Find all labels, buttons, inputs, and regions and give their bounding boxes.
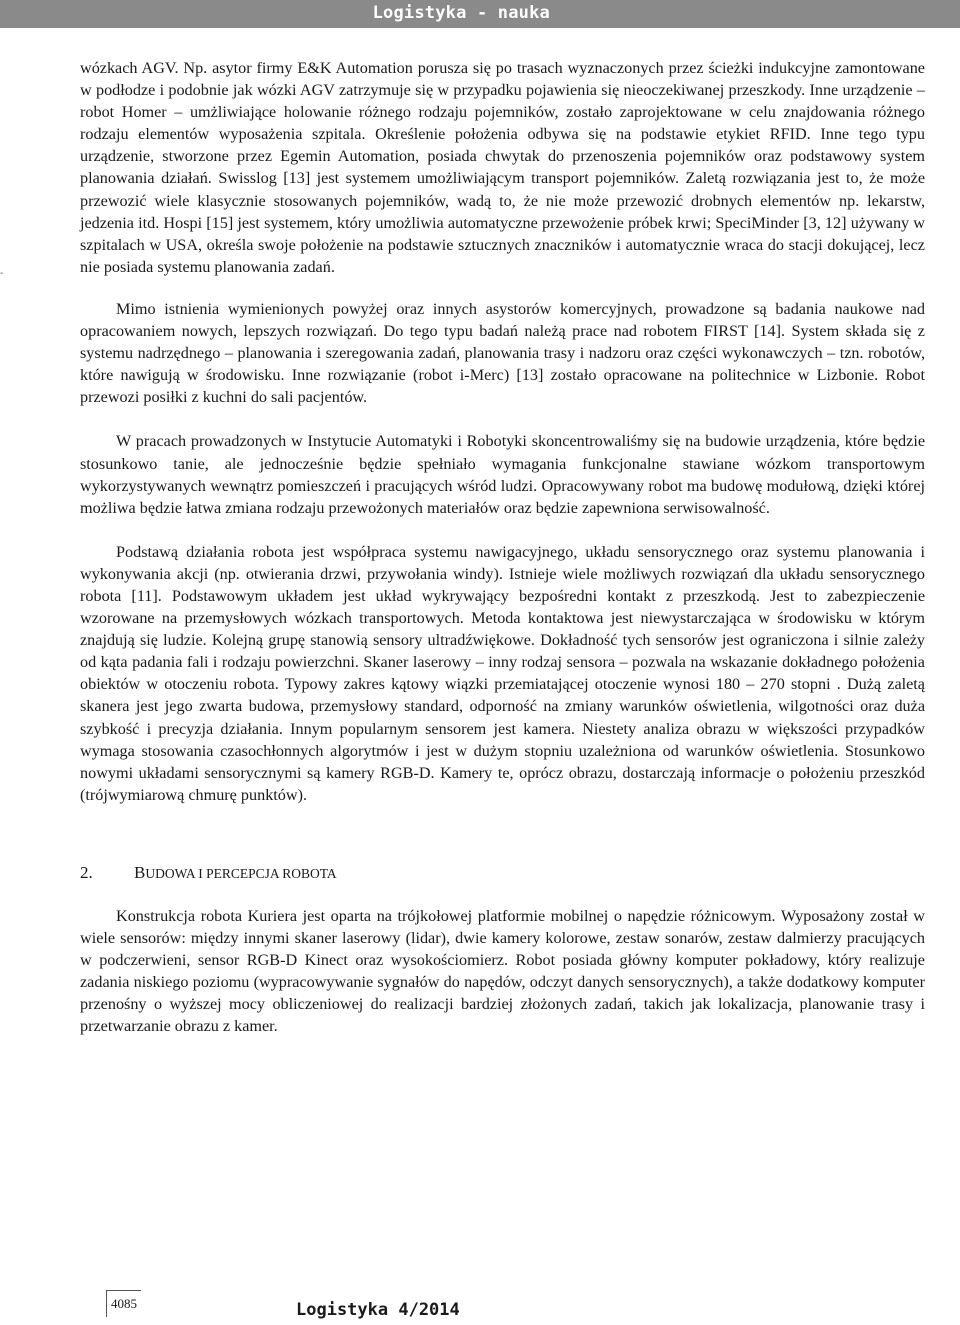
article-body bbox=[80, 57, 925, 1037]
paragraph-sensors: Podstawą działania robota jest współpraca systemu nawigacyjnego, układu sensorycznego oraz systemu planowania i wykonywania akcji (np. otwierania drzwi, przywołania windy). Istnieje wiele możliwych rozwiązań dla układu sensorycznego robota [11]. Podstawowym układem jest układ wykrywający bezpośredni kontakt z przeszkodą. Jest to zabezpieczenie wzorowane na przemysłowych wózkach transportowych. Metoda kontaktowa jest niewystarczająca w środowisku w którym znajdują się ludzie. Kolejną grupę stanowią sensory ultradźwiękowe. Dokładność tych sensorów jest ograniczona i silnie zależy od kąta padania fali i rodzaju powierzchni. Skaner laserowy – inny rodzaj sensora – pozwala na wskazanie dokładnego położenia obiektów w otoczeniu robota. Typowy zakres kątowy wiązki przemiatającej otoczenie wynosi 180 – 270 stopni . Dużą zaletą skanera jest jego zwarta budowa, przemysłowy standard, odporność na zmiany warunków oświetlenia, wilgotności oraz duża szybkość i precyzja działania. Innym popularnym sensorem jest kamera. Niestety analiza obrazu w większości przypadków wymaga stosowania czasochłonnych algorytmów i jest w dużym stopniu uzależniona od warunków oświetlenia. Stosunkowo nowymi układami sensorycznymi są kamery RGB-D. Kamery te, oprócz obrazu, dostarczają informacje o położeniu przeszkód (trójwymiarową chmurę punktów). bbox=[80, 542, 925, 804]
paragraph-continued: wózkach AGV. Np. asytor firmy E&K Automation porusza się po trasach wyznaczonych przez ścieżki indukcyjne zamontowane w podłodze i podobnie jak wózki AGV zatrzymuje się w przypadku pojawienia się nieoczekiwanej przeszkody. Inne urządzenie – robot Homer – umżliwiające holowanie różnego rodzaju pojemników, zostało zaprojektowane w celu znajdowania różnego rodzaju elementów wyposażenia szpitala. Określenie położenia odbywa się na podstawie etykiet RFID. Inne tego typu urządzenie, stworzone przez Egemin Automation, posiada chwytak do przenoszenia pojemników oraz podstawowy system planowania działań. Swisslog [13] jest systemem umożliwiającym transport pojemników. Zaletą rozwiązania jest to, że może przewozić wiele klasycznie stosowanych pojemników, wadą to, że nie może przewozić drobnych elementów np. lekarstw, jedzenia itd. Hospi [15] jest systemem, który umożliwia automatyczne przewożenie próbek krwi; SpeciMinder [3, 12] używany w szpitalach w USA, określa swoje położenie na podstawie sztucznych znaczników i automatycznie wraca do stacji dokującej, lecz nie posiada systemu planowania zadań. bbox=[80, 59, 925, 276]
paragraph-construction: Konstrukcja robota Kuriera jest oparta na trójkołowej platformie mobilnej o napędzie różnicowym. Wyposażony został w wiele sensorów: między innymi skaner laserowy (lidar), dwie kamery kolorowe, zestaw sonarów, zestaw dalmierzy pracujących w podczerwieni, sensor RGB-D Kinect oraz wysokościomierz. Robot posiada główny komputer pokładowy, który realizuje zadania niskiego poziomu (wypracowywanie sygnałów do napędów, odczyt danych sensorycznych), a także dodatkowy komputer przenośny o wyższej mocy obliczeniowej do realizacji bardziej złożonych zadań, takich jak lokalizacja, planowanie trasy i przetwarzanie obrazu z kamer. bbox=[80, 906, 925, 1036]
running-header-title: Logistyka - nauka bbox=[372, 3, 550, 23]
paragraph-institute: W pracach prowadzonych w Instytucie Automatyki i Robotyki skoncentrowaliśmy się na budowie urządzenia, które będzie stosunkowo tanie, ale jednocześnie będzie spełniało wymagania funkcjonalne stawiane wózkom transportowym wykorzystywanych wewnątrz pomieszczeń i pracujących wśród ludzi. Opracowywany robot ma budowę modułową, dzięki której możliwa będzie łatwa zmiana rodzaju przewożonych materiałów oraz będzie zapewniona serwisowalność. bbox=[80, 432, 925, 517]
paragraph-research: Mimo istnienia wymienionych powyżej oraz innych asystorów komercyjnych, prowadzone są badania naukowe nad opracowaniem nowych, lepszych rozwiązań. Do tego typu badań należą prace nad robotem FIRST [14]. System składa się z systemu nadrzędnego – planowania i szeregowania zadań, planowania trasy i nadzoru oraz części wykonawczych – tzn. robotów, które nawigują w środowisku. Inne rozwiązanie (robot i-Merc) [13] zostało opracowane na politechnice w Lizbonie. Robot przewozi posiłki z kuchni do sali pacjentów. bbox=[80, 299, 925, 407]
section-heading bbox=[80, 862, 925, 885]
section-title-initial: B bbox=[134, 862, 146, 882]
running-header-bar bbox=[0, 0, 960, 28]
section-number: 2. bbox=[80, 862, 93, 882]
section-title-rest: UDOWA I PERCEPCJA ROBOTA bbox=[145, 865, 337, 881]
page-number: 4085 bbox=[106, 1290, 141, 1317]
page-footer bbox=[0, 1290, 960, 1325]
journal-title: Logistyka 4/2014 bbox=[296, 1300, 460, 1320]
margin-mark: - bbox=[0, 268, 4, 279]
